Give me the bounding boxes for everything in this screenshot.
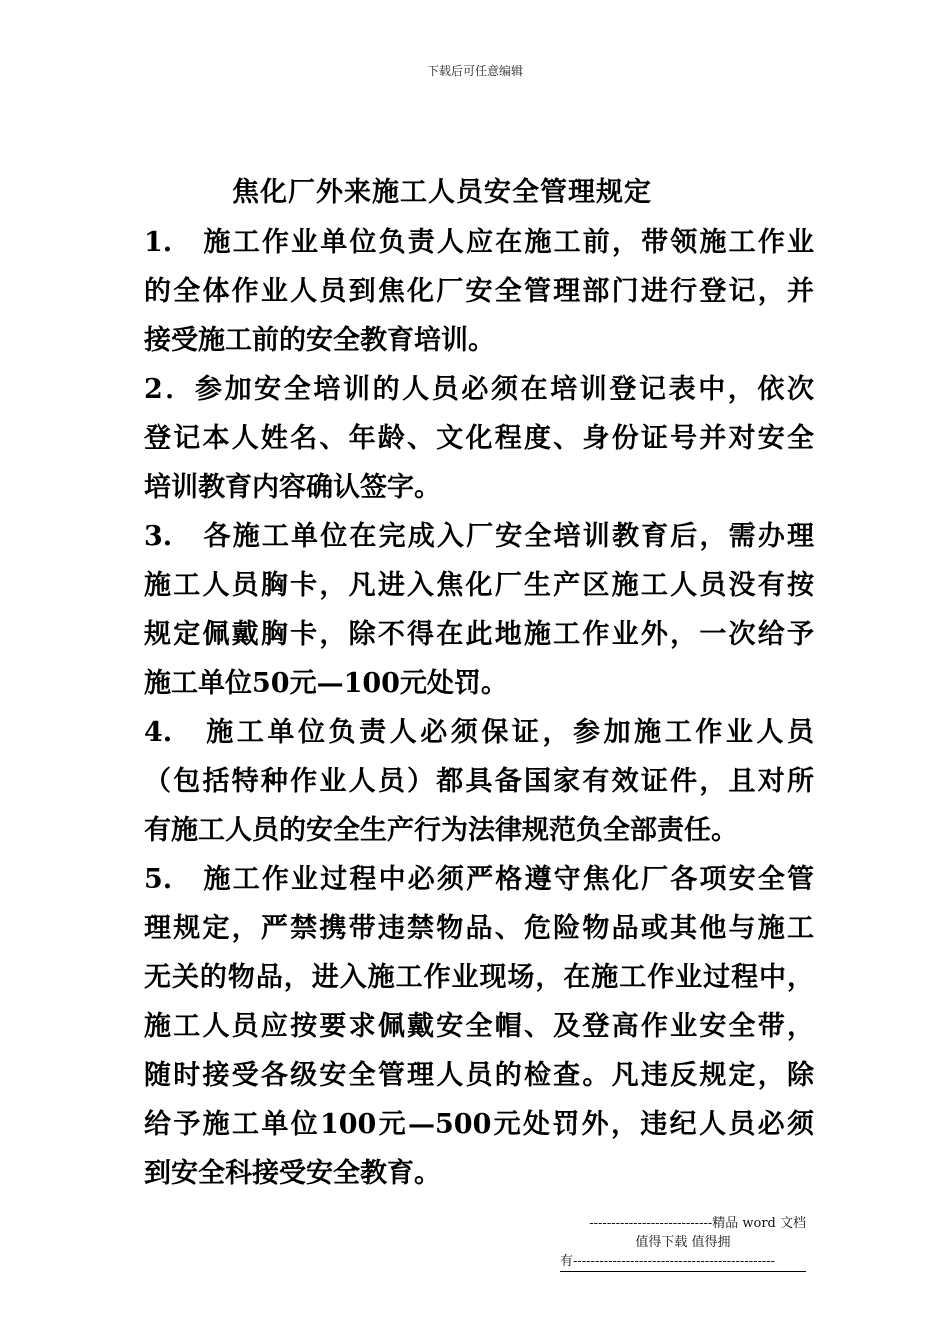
page-footer bbox=[560, 1212, 806, 1272]
body-line: 的全体作业人员到焦化厂安全管理部门进行登记，并 bbox=[144, 276, 814, 307]
body-line: 随时接受各级安全管理人员的检查。凡违反规定，除 bbox=[144, 1060, 814, 1091]
body-line: 培训教育内容确认签字。 bbox=[144, 472, 441, 503]
footer-line-2: 值得下载 值得拥 bbox=[635, 1235, 731, 1250]
body-line: 无关的物品，进入施工作业现场，在施工作业过程中， bbox=[144, 962, 814, 993]
body-line: 2．参加安全培训的人员必须在培训登记表中，依次 bbox=[144, 374, 814, 405]
body-line: 4. 施工单位负责人必须保证，参加施工作业人员 bbox=[144, 717, 814, 748]
body-line: 到安全科接受安全教育。 bbox=[144, 1158, 441, 1189]
body-line: 施工单位50元—100元处罚。 bbox=[144, 668, 508, 699]
document-body bbox=[144, 218, 814, 1198]
body-line: 理规定，严禁携带违禁物品、危险物品或其他与施工 bbox=[144, 913, 814, 944]
body-line: 规定佩戴胸卡，除不得在此地施工作业外，一次给予 bbox=[144, 619, 814, 650]
body-line: 3. 各施工单位在完成入厂安全培训教育后，需办理 bbox=[144, 521, 814, 552]
body-line: 5. 施工作业过程中必须严格遵守焦化厂各项安全管 bbox=[144, 864, 814, 895]
body-line: 有施工人员的安全生产行为法律规范负全部责任。 bbox=[144, 815, 738, 846]
footer-line-1: ----------------------------精品 word 文档 bbox=[589, 1216, 806, 1231]
body-line: 接受施工前的安全教育培训。 bbox=[144, 325, 495, 356]
page-header: 下载后可任意编辑 bbox=[426, 64, 523, 78]
body-line: （包括特种作业人员）都具备国家有效证件，且对所 bbox=[144, 766, 814, 797]
body-line: 登记本人姓名、年龄、文化程度、身份证号并对安全 bbox=[144, 423, 814, 454]
body-line: 1. 施工作业单位负责人应在施工前，带领施工作业 bbox=[144, 227, 814, 258]
body-line: 给予施工单位100元—500元处罚外，违纪人员必须 bbox=[144, 1109, 814, 1140]
footer-line-3: 有---------------------------------------------- bbox=[560, 1250, 806, 1272]
body-line: 施工人员胸卡，凡进入焦化厂生产区施工人员没有按 bbox=[144, 570, 814, 601]
body-line: 施工人员应按要求佩戴安全帽、及登高作业安全带， bbox=[144, 1011, 814, 1042]
document-title: 焦化厂外来施工人员安全管理规定 bbox=[232, 177, 652, 208]
